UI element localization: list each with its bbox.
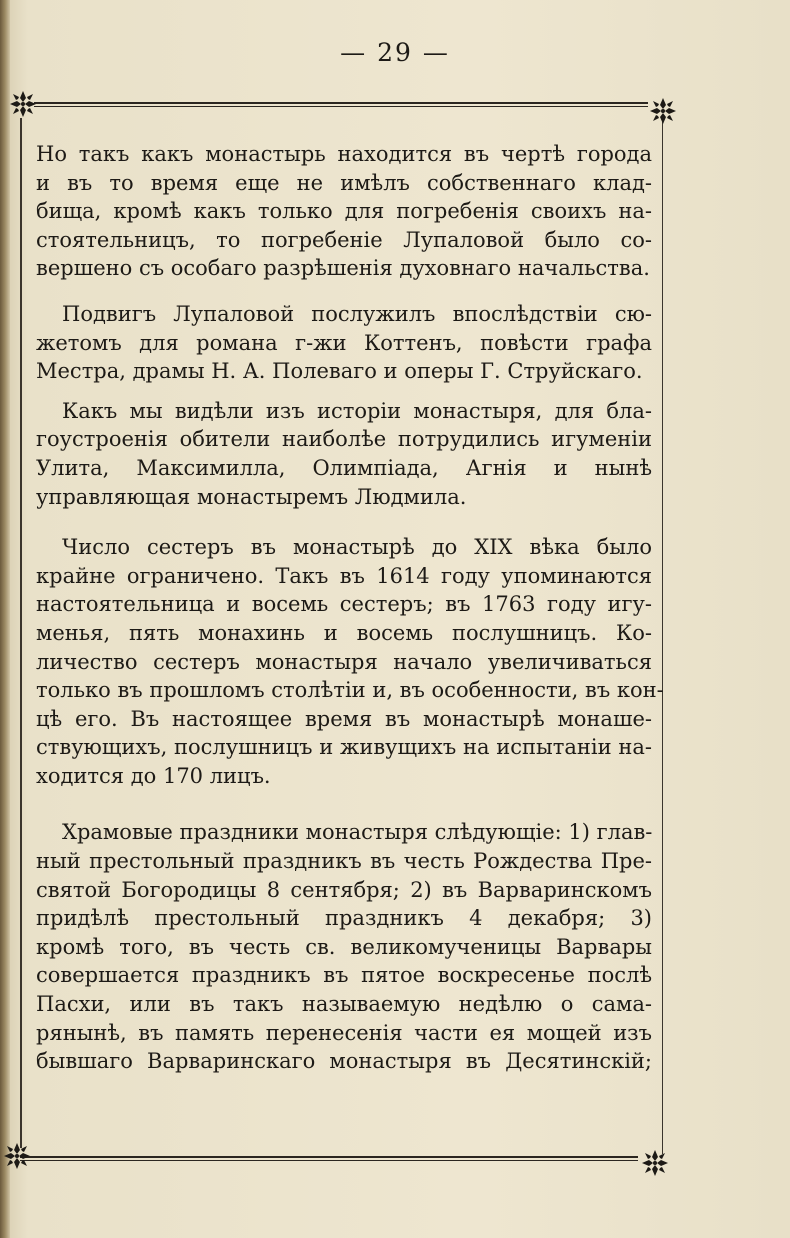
text-line: настоятельница и восемь сестеръ; въ 1763 году игу- <box>36 592 652 617</box>
text-line: жетомъ для романа г-жи Коттенъ, повѣсти графа <box>36 330 652 355</box>
text-line: Пасхи, или въ такъ называемую недѣлю о сама- <box>36 992 652 1017</box>
text-line: личество сестеръ монастыря начало увеличиваться <box>36 649 652 674</box>
fleuron-icon <box>648 96 678 126</box>
paragraph-burial <box>36 140 652 283</box>
text-line: Улита, Максимилла, Олимпіада, Агнія и нынѣ <box>36 455 652 480</box>
text-line: Но такъ какъ монастырь находится въ чертѣ города <box>36 142 652 166</box>
text-line: ствующихъ, послушницъ и живущихъ на испытаніи на- <box>36 735 652 760</box>
text-line: святой Богородицы 8 сентября; 2) въ Варваринскомъ <box>36 877 652 902</box>
paragraph-feat <box>36 300 652 386</box>
text-line: гоустроенія обители наиболѣе потрудились игуменіи <box>36 427 652 452</box>
text-line: цѣ его. Въ настоящее время въ монастырѣ монаше- <box>36 706 652 731</box>
text-line: придѣлѣ престольный праздникъ 4 декабря; 3) <box>36 906 652 931</box>
left-border-line <box>20 118 22 1148</box>
text-line: Подвигъ Лупаловой послужилъ впослѣдствіи сю- <box>62 301 652 326</box>
text-line: Какъ мы видѣли изъ исторіи монастыря, для бла- <box>62 398 652 423</box>
text-line: вершено съ особаго разрѣшенія духовнаго начальства. <box>36 256 650 281</box>
text-line: только въ прошломъ столѣтіи и, въ особенности, въ кон- <box>36 678 664 703</box>
text-line: совершается праздникъ въ пятое воскресенье послѣ <box>36 963 652 988</box>
text-line: менья, пять монахинь и восемь послушницъ. Ко- <box>36 620 652 645</box>
text-line: Число сестеръ въ монастырѣ до XIX вѣка было <box>62 535 652 560</box>
page-body-text <box>36 140 664 1076</box>
page-number: — 29 — <box>340 38 450 67</box>
text-line: кромѣ того, въ честь св. великомученицы Варвары <box>36 934 652 959</box>
bottom-border-rule-thin <box>20 1160 638 1161</box>
text-line: крайне ограничено. Такъ въ 1614 году упоминаются <box>36 563 652 588</box>
bottom-border-rule <box>20 1156 638 1158</box>
text-line: бывшаго Варваринскаго монастыря въ Десятинскій; <box>36 1049 652 1074</box>
text-line: Храмовые праздники монастыря слѣдующіе: 1) глав- <box>62 820 653 845</box>
text-line: рянынѣ, въ память перенесенія части ея мощей изъ <box>36 1020 652 1045</box>
text-line: ный престольный праздникъ въ честь Рождества Пре- <box>36 849 652 874</box>
text-line: бища, кромѣ какъ только для погребенія своихъ на- <box>36 199 652 224</box>
fleuron-icon <box>2 1141 32 1171</box>
paragraph-abbesses <box>36 397 652 511</box>
right-border-line <box>662 118 663 1154</box>
book-spine-edge <box>0 0 10 1238</box>
text-line: управляющая монастыремъ Людмила. <box>36 484 467 509</box>
text-line: Местра, драмы Н. А. Полеваго и оперы Г. Струйскаго. <box>36 359 643 384</box>
top-border-rule <box>34 102 648 104</box>
text-line: и въ то время еще не имѣлъ собственнаго клад- <box>36 170 652 195</box>
text-line: ходится до 170 лицъ. <box>36 763 271 788</box>
paragraph-feasts <box>36 818 652 1075</box>
text-line: стоятельницъ, то погребеніе Лупаловой было со- <box>36 227 652 252</box>
paragraph-sisters <box>36 533 664 790</box>
fleuron-icon <box>640 1148 670 1178</box>
fleuron-icon <box>8 89 38 119</box>
top-border-rule-thin <box>34 106 648 107</box>
